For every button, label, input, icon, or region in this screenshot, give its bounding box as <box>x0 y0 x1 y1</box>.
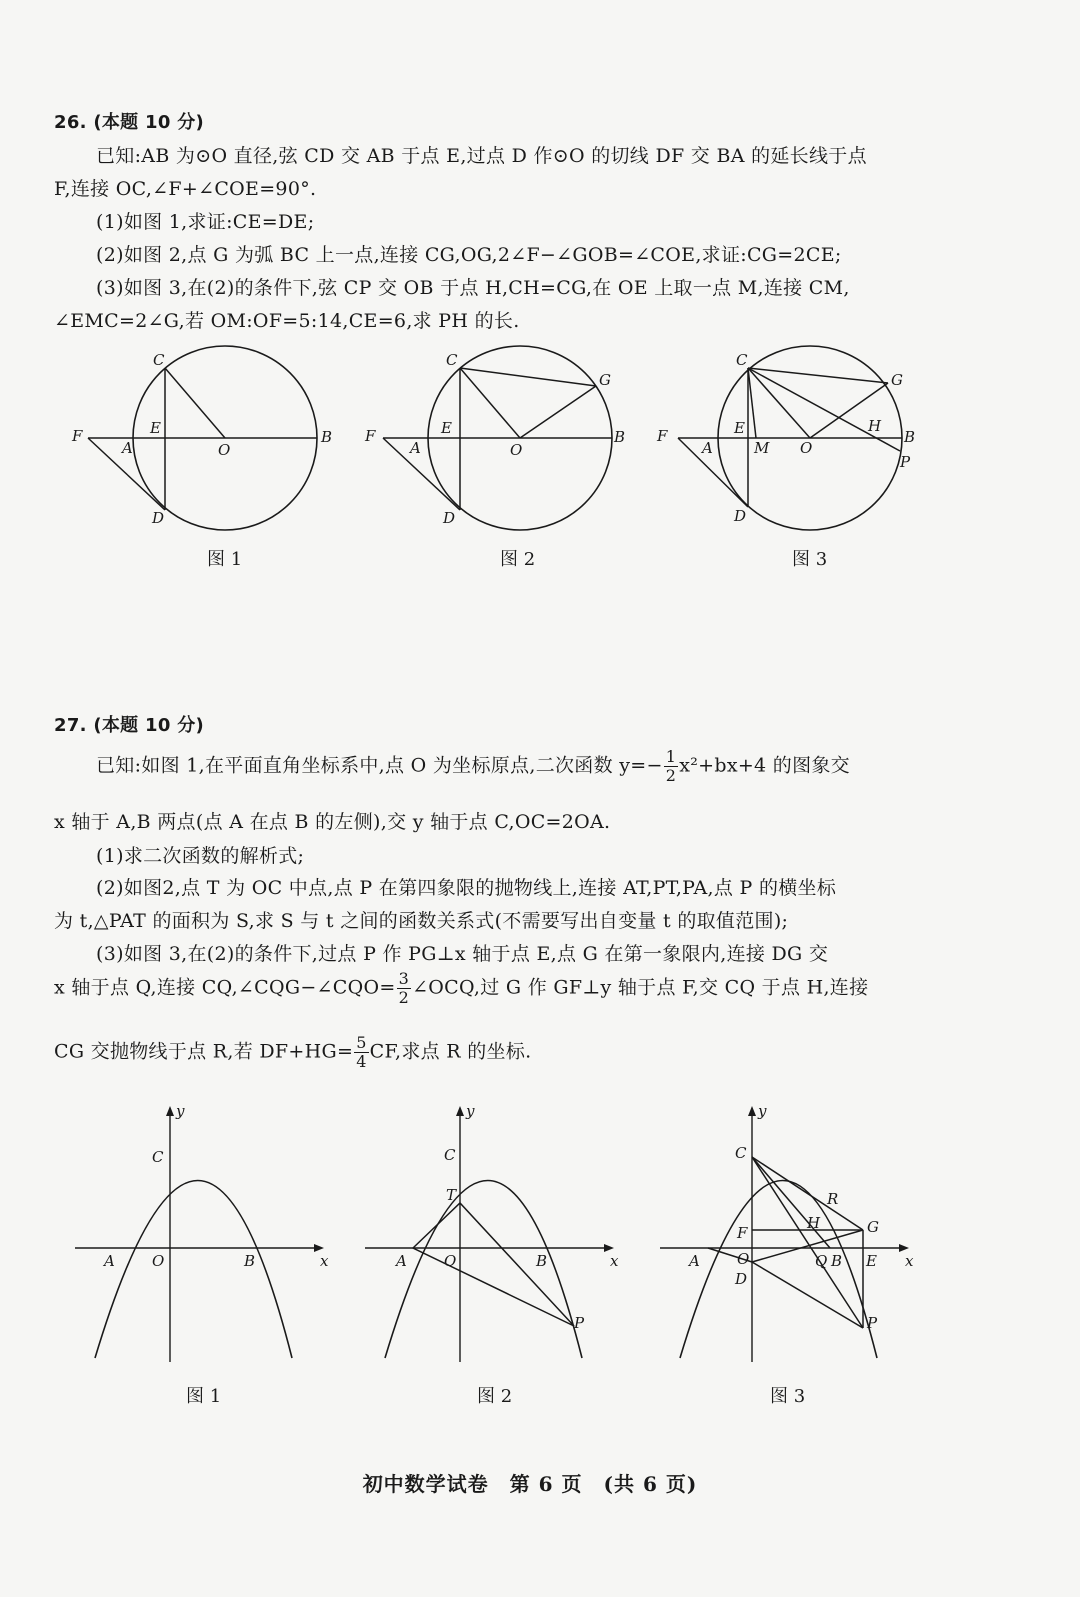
q27-line-7-b: ∠OCQ,过 G 作 GF⊥y 轴于点 F,交 CQ 于点 H,连接 <box>412 976 869 999</box>
label-o: O <box>152 1252 165 1270</box>
label-f: F <box>365 427 376 445</box>
y-axis-arrow <box>456 1106 464 1116</box>
label-b: B <box>904 428 916 446</box>
label-b: B <box>321 428 333 446</box>
label-b: B <box>831 1252 843 1270</box>
q26-line-2: F,连接 OC,∠F+∠COE=90°. <box>54 178 317 200</box>
x-axis-arrow <box>899 1244 909 1252</box>
label-h: H <box>868 417 882 435</box>
segment-co <box>748 368 810 438</box>
label-a: A <box>702 439 713 457</box>
label-b: B <box>536 1252 548 1270</box>
q27-figure-1 <box>70 1100 340 1370</box>
segment-dp <box>752 1262 863 1328</box>
label-a: A <box>396 1252 407 1270</box>
y-axis-arrow <box>166 1106 174 1116</box>
fraction-denominator: 4 <box>356 1052 367 1071</box>
segment-oc <box>460 368 520 438</box>
q26-line-5: (3)如图 3,在(2)的条件下,弦 CP 交 OB 于点 H,CH=CG,在 OE 上取一点 M,连接 CM, <box>96 277 850 299</box>
label-m: M <box>754 439 770 457</box>
parabola <box>95 1181 292 1359</box>
page-footer: 初中数学试卷 第 6 页 (共 6 页) <box>362 1472 698 1496</box>
label-f: F <box>657 427 668 445</box>
label-e: E <box>734 419 745 437</box>
label-g: G <box>891 371 903 389</box>
segment-cg <box>460 368 596 386</box>
q27-line-7 <box>54 970 868 1007</box>
parabola <box>385 1181 582 1359</box>
q26-line-6: ∠EMC=2∠G,若 OM:OF=5:14,CE=6,求 PH 的长. <box>54 310 520 332</box>
tangent-df <box>678 438 748 507</box>
label-o: O <box>800 439 813 457</box>
label-o: O <box>444 1252 457 1270</box>
q26-caption-2: 图 2 <box>500 549 536 570</box>
segment-cq <box>752 1157 830 1248</box>
label-a: A <box>122 439 133 457</box>
label-a: A <box>104 1252 115 1270</box>
label-c: C <box>444 1146 456 1164</box>
label-x: x <box>905 1252 914 1270</box>
label-t: T <box>446 1186 457 1204</box>
label-c: C <box>152 1148 164 1166</box>
fraction-numerator: 1 <box>665 747 677 766</box>
q27-line-8 <box>54 1034 532 1071</box>
label-a: A <box>410 439 421 457</box>
label-p: P <box>900 453 911 471</box>
q27-line-6: (3)如图 3,在(2)的条件下,过点 P 作 PG⊥x 轴于点 E,点 G 在第一象限内,连接 DG 交 <box>96 943 829 965</box>
segment-oc <box>165 368 225 438</box>
label-e: E <box>150 419 161 437</box>
x-axis-arrow <box>604 1244 614 1252</box>
q27-line-5: 为 t,△PAT 的面积为 S,求 S 与 t 之间的函数关系式(不需要写出自变量 t 的取值范围); <box>54 910 789 932</box>
q27-line-1-b: x²+bx+4 的图象交 <box>679 754 850 777</box>
label-d: D <box>734 507 747 525</box>
fraction-three-halves <box>397 970 411 1007</box>
q27-header: 27. (本题 10 分) <box>54 715 205 736</box>
label-x: x <box>610 1252 619 1270</box>
tangent-df <box>383 438 460 510</box>
label-b: B <box>244 1252 256 1270</box>
label-d: D <box>443 509 456 527</box>
label-e: E <box>441 419 452 437</box>
label-q: Q <box>815 1252 828 1270</box>
q26-figure-3 <box>650 335 940 535</box>
segment-og <box>520 386 596 438</box>
q27-caption-3: 图 3 <box>770 1386 806 1407</box>
label-g: G <box>867 1218 879 1236</box>
label-y: y <box>466 1102 475 1120</box>
q27-caption-1: 图 1 <box>186 1386 222 1407</box>
segment-cg <box>748 368 888 383</box>
q27-figure-3 <box>655 1100 925 1370</box>
label-c: C <box>735 1144 747 1162</box>
x-axis-arrow <box>314 1244 324 1252</box>
fraction-denominator: 2 <box>665 766 677 785</box>
fraction-numerator: 5 <box>356 1033 367 1052</box>
label-c: C <box>736 351 748 369</box>
label-g: G <box>599 371 611 389</box>
q26-line-3: (1)如图 1,求证:CE=DE; <box>96 211 315 233</box>
label-d: D <box>152 509 165 527</box>
label-o: O <box>737 1250 750 1268</box>
q26-line-1: 已知:AB 为⊙O 直径,弦 CD 交 AB 于点 E,过点 D 作⊙O 的切线 DF 交 BA 的延长线于点 <box>96 145 867 167</box>
q26-figure-2 <box>355 335 645 535</box>
q27-line-1 <box>96 748 850 785</box>
y-axis-arrow <box>748 1106 756 1116</box>
label-e: E <box>866 1252 877 1270</box>
segment-cp <box>752 1157 863 1328</box>
label-r: R <box>827 1190 839 1208</box>
label-h: H <box>807 1214 821 1232</box>
fraction-numerator: 3 <box>398 969 410 988</box>
q27-line-1-a: 已知:如图 1,在平面直角坐标系中,点 O 为坐标原点,二次函数 y=− <box>96 754 663 777</box>
q26-header: 26. (本题 10 分) <box>54 112 205 133</box>
fraction-one-half <box>664 748 678 785</box>
q26-line-4: (2)如图 2,点 G 为弧 BC 上一点,连接 CG,OG,2∠F−∠GOB=∠COE,求证:CG=2CE; <box>96 244 842 266</box>
label-y: y <box>758 1102 767 1120</box>
triangle-pat <box>413 1203 574 1326</box>
q26-caption-1: 图 1 <box>207 549 243 570</box>
q27-line-3: (1)求二次函数的解析式; <box>96 845 305 867</box>
parabola <box>680 1181 877 1359</box>
fraction-five-quarters <box>354 1034 368 1071</box>
label-c: C <box>446 351 458 369</box>
label-b: B <box>614 428 626 446</box>
q27-line-8-b: CF,求点 R 的坐标. <box>369 1040 532 1063</box>
label-f: F <box>72 427 83 445</box>
q27-line-4: (2)如图2,点 T 为 OC 中点,点 P 在第四象限的抛物线上,连接 AT,PT,PA,点 P 的横坐标 <box>96 877 837 899</box>
q27-line-2: x 轴于 A,B 两点(点 A 在点 B 的左侧),交 y 轴于点 C,OC=2OA. <box>54 811 611 833</box>
label-c: C <box>153 351 165 369</box>
label-o: O <box>510 441 523 459</box>
q26-caption-3: 图 3 <box>792 549 828 570</box>
q27-caption-2: 图 2 <box>477 1386 513 1407</box>
label-x: x <box>320 1252 329 1270</box>
q27-figure-2 <box>360 1100 630 1370</box>
label-y: y <box>176 1102 185 1120</box>
segment-cm <box>748 368 756 438</box>
label-d: D <box>735 1270 748 1288</box>
fraction-denominator: 2 <box>398 988 410 1007</box>
label-p: P <box>574 1314 585 1332</box>
label-p: P <box>867 1314 878 1332</box>
q27-line-7-a: x 轴于点 Q,连接 CQ,∠CQG−∠CQO= <box>54 976 396 999</box>
q26-figure-1 <box>60 335 350 535</box>
q27-line-8-a: CG 交抛物线于点 R,若 DF+HG= <box>54 1040 354 1063</box>
label-a: A <box>689 1252 700 1270</box>
label-o: O <box>218 441 231 459</box>
label-f: F <box>737 1224 748 1242</box>
